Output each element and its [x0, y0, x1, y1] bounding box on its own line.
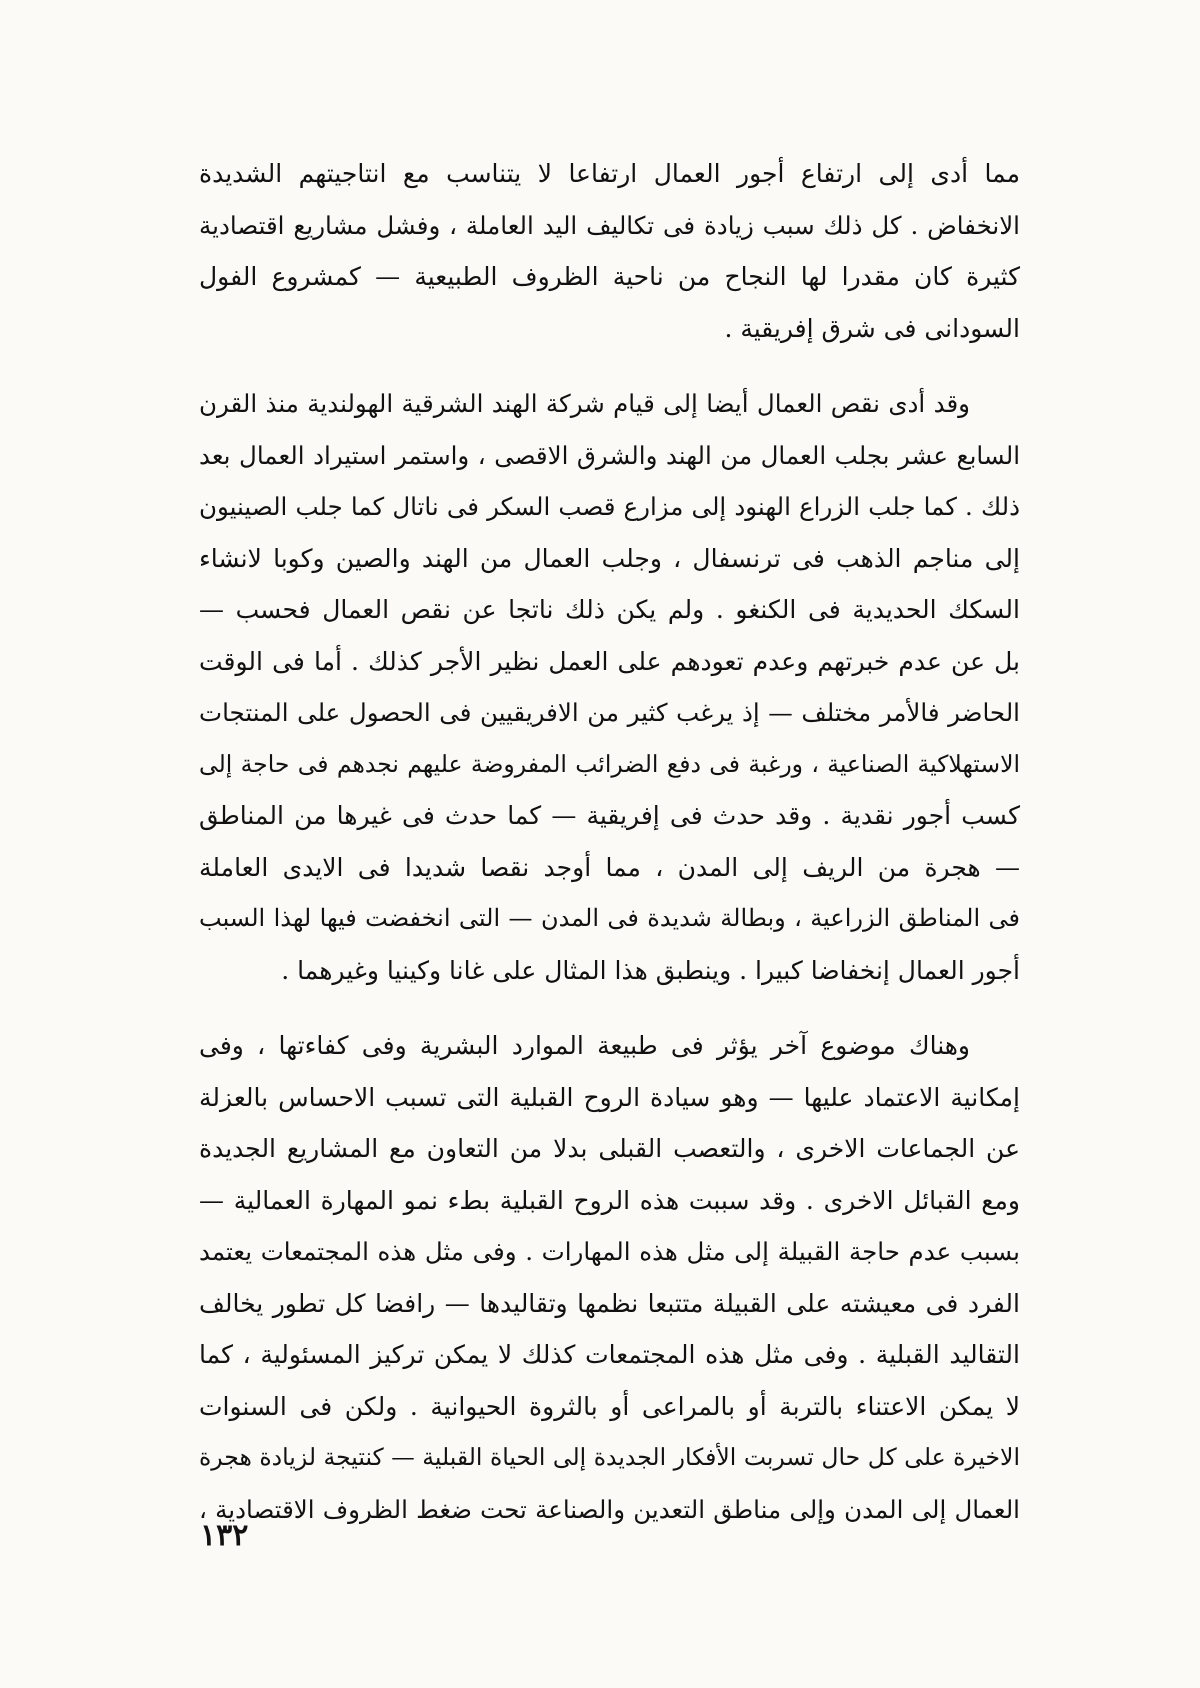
text-line: السكك الحديدية فى الكنغو . ولم يكن ذلك ناتجا عن نقص العمال فحسب — — [199, 595, 1020, 624]
text-line: التقاليد القبلية . وفى مثل هذه المجتمعات كذلك لا يمكن تركيز المسئولية ، كما — [199, 1340, 1020, 1369]
text-line: الحاضر فالأمر مختلف — إذ يرغب كثير من الافريقيين فى الحصول على المنتجات — [199, 698, 1020, 727]
text-line: السودانى فى شرق إفريقية . — [724, 313, 1020, 343]
text-line: إلى مناجم الذهب فى ترنسفال ، وجلب العمال من الهند والصين وكوبا لانشاء — [199, 543, 1020, 573]
text-line: ومع القبائل الاخرى . وقد سببت هذه الروح القبلية بطء نمو المهارة العمالية — — [199, 1185, 1020, 1215]
text-line: الانخفاض . كل ذلك سبب زيادة فى تكاليف اليد العاملة ، وفشل مشاريع اقتصادية — [199, 210, 1020, 240]
text-line: كسب أجور نقدية . وقد حدث فى إفريقية — كما حدث فى غيرها من المناطق — [199, 801, 1020, 830]
paragraph-1 — [199, 148, 1020, 354]
text-line: فى المناطق الزراعية ، وبطالة شديدة فى المدن — التى انخفضت فيها لهذا السبب — [199, 904, 1020, 932]
text-line: بل عن عدم خبرتهم وعدم تعودهم على العمل نظير الأجر كذلك . أما فى الوقت — [199, 646, 1020, 676]
text-line: إمكانية الاعتماد عليها — وهو سيادة الروح القبلية التى تسبب الاحساس بالعزلة — [199, 1082, 1020, 1112]
text-line: السابع عشر بجلب العمال من الهند والشرق الاقصى ، واستمر استيراد العمال بعد — [199, 440, 1020, 470]
text-line: وقد أدى نقص العمال أيضا إلى قيام شركة الهند الشرقية الهولندية منذ القرن — [199, 389, 970, 418]
text-line: العمال إلى المدن وإلى مناطق التعدين والصناعة تحت ضغط الظروف الاقتصادية ، — [199, 1494, 1020, 1524]
text-line: كثيرة كان مقدرا لها النجاح من ناحية الظروف الطبيعية — كمشروع الفول — [199, 262, 1020, 291]
text-line: بسبب عدم حاجة القبيلة إلى مثل هذه المهارات . وفى مثل هذه المجتمعات يعتمد — [199, 1237, 1020, 1266]
text-line: وهناك موضوع آخر يؤثر فى طبيعة الموارد البشرية وفى كفاءتها ، وفى — [199, 1031, 970, 1060]
text-line: مما أدى إلى ارتفاع أجور العمال ارتفاعا لا يتناسب مع انتاجيتهم الشديدة — [199, 159, 1020, 188]
text-line: — هجرة من الريف إلى المدن ، مما أوجد نقصا شديدا فى الايدى العاملة — [199, 852, 1020, 882]
text-line: عن الجماعات الاخرى ، والتعصب القبلى بدلا من التعاون مع المشاريع الجديدة — [199, 1134, 1020, 1163]
text-line: لا يمكن الاعتناء بالتربة أو بالمراعى أو بالثروة الحيوانية . ولكن فى السنوات — [199, 1391, 1020, 1421]
text-line: الفرد فى معيشته على القبيلة متتبعا نظمها وتقاليدها — رافضا كل تطور يخالف — [199, 1288, 1020, 1318]
paragraph-2 — [199, 378, 1020, 996]
text-line: الاستهلاكية الصناعية ، ورغبة فى دفع الضرائب المفروضة عليهم نجدهم فى حاجة إلى — [199, 749, 1020, 778]
text-line: أجور العمال إنخفاضا كبيرا . وينطبق هذا المثال على غانا وكينيا وغيرهما . — [281, 955, 1020, 985]
text-line: الاخيرة على كل حال تسربت الأفكار الجديدة إلى الحياة القبلية — كنتيجة لزيادة هجرة — [199, 1443, 1020, 1471]
page-number: ١٣٢ — [200, 1518, 249, 1553]
paragraph-3 — [199, 1020, 1020, 1535]
text-line: ذلك . كما جلب الزراع الهنود إلى مزارع قصب السكر فى ناتال كما جلب الصينيون — [199, 492, 1020, 521]
text-column — [199, 148, 1020, 1535]
